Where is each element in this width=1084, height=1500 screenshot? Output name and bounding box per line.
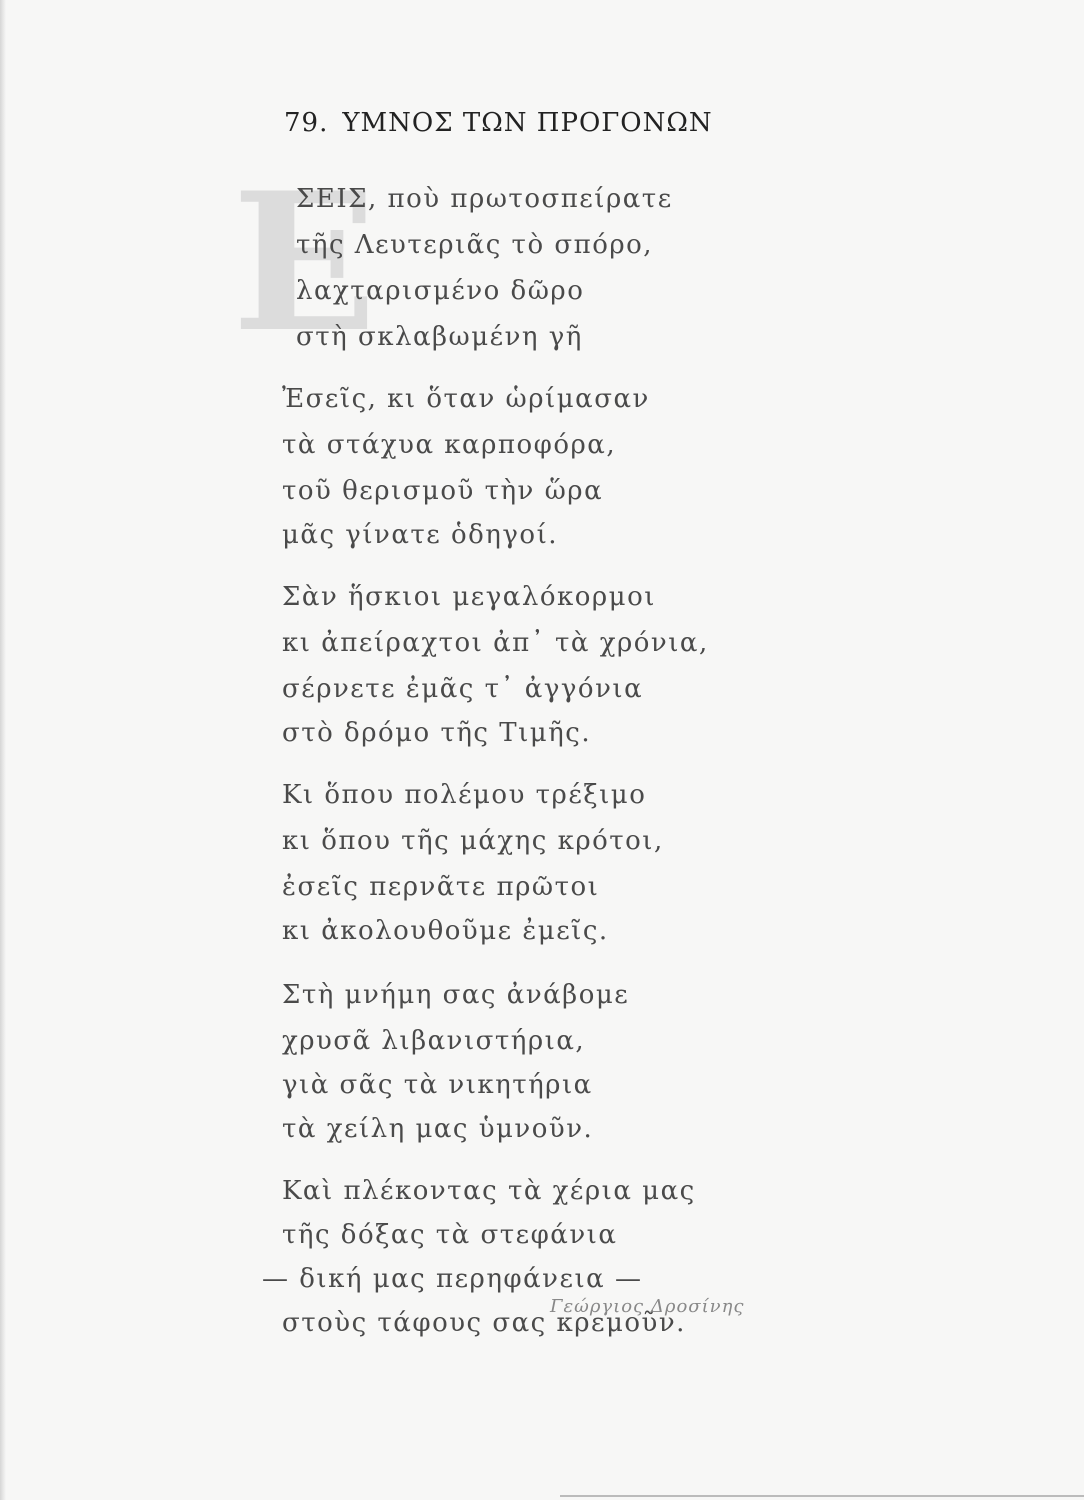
poem-line: κι ἀπείραχτοι ἀπ᾽ τὰ χρόνια, — [282, 628, 709, 658]
poem-line: στοὺς τάφους σας κρεμοῦν. — [282, 1308, 686, 1338]
poem-line: τοῦ θερισμοῦ τὴν ὥρα — [282, 476, 604, 506]
poem-line: Ἐσεῖς, κι ὅταν ὡρίμασαν — [282, 384, 650, 414]
poem-line: κι ἀκολουθοῦμε ἐμεῖς. — [282, 916, 609, 946]
poem-line: Καὶ πλέκοντας τὰ χέρια μας — [282, 1176, 696, 1206]
poem-line: ΣΕΙΣ, ποὺ πρωτοσπείρατε — [296, 184, 673, 214]
poem-line: κι ὅπου τῆς μάχης κρότοι, — [282, 826, 664, 856]
poem-line: Στὴ μνήμη σας ἀνάβομε — [282, 980, 630, 1010]
poem-line: τῆς δόξας τὰ στεφάνια — [282, 1220, 618, 1250]
poem-line: στὸ δρόμο τῆς Τιμῆς. — [282, 718, 592, 748]
drop-cap-letter: Ε — [232, 151, 377, 374]
poem-line: λαχταρισμένο δῶρο — [296, 276, 585, 306]
page-edge-shadow — [0, 0, 6, 1500]
poem-line: — δική μας περηφάνεια — — [262, 1264, 643, 1294]
poem-line: τὰ χείλη μας ὑμνοῦν. — [282, 1114, 594, 1144]
poem-line: Κι ὅπου πολέμου τρέξιμο — [282, 780, 647, 810]
poem-line: στὴ σκλαβωμένη γῆ — [296, 322, 583, 352]
poem-line: χρυσᾶ λιβανιστήρια, — [282, 1026, 586, 1056]
poem-line: σέρνετε ἐμᾶς τ᾽ ἀγγόνια — [282, 674, 644, 704]
poem-line: Σὰν ἥσκιοι μεγαλόκορμοι — [282, 582, 656, 612]
poem-line: ἐσεῖς περνᾶτε πρῶτοι — [282, 872, 600, 902]
poem-author: Γεώργιος Δροσίνης — [550, 1296, 745, 1317]
poem-line: τῆς Λευτεριᾶς τὸ σπόρο, — [296, 230, 654, 260]
poem-title-text: ΥΜΝΟΣ ΤΩΝ ΠΡΟΓΟΝΩΝ — [342, 108, 713, 138]
poem-line: μᾶς γίνατε ὁδηγοί. — [282, 520, 559, 550]
poem-line: τὰ στάχυα καρποφόρα, — [282, 430, 617, 460]
poem-line: γιὰ σᾶς τὰ νικητήρια — [282, 1070, 593, 1100]
bottom-rule — [560, 1495, 1084, 1497]
poem-number: 79. — [284, 108, 329, 138]
poem-title — [284, 108, 713, 138]
